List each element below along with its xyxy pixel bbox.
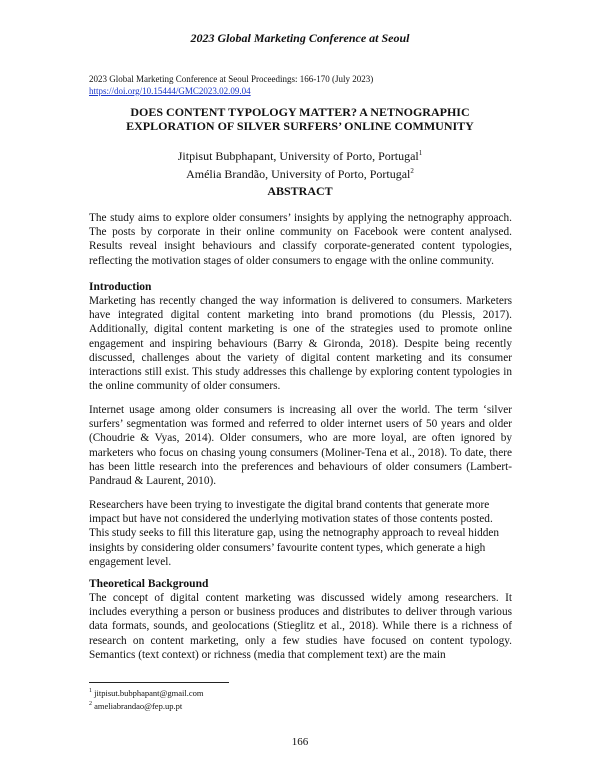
footnote-2-mark: 2 xyxy=(89,700,92,707)
author-2-mark: 2 xyxy=(410,167,414,175)
introduction-paragraph-2: Internet usage among older consumers is increasing all over the world. The term ‘silver surfers’ segmentation was formed and referred to older internet users of 50 years and older (Choudrie & Vyas, 2014). Older consumers, who are more loyal, are often ignored by marketers who focus on chasing young consumers (Moliner-Tena et al., 2018). To date, there has been little research into the preferences and behaviours of older consumers (Lambert-Pandraud & Laurent, 2010). xyxy=(89,404,512,488)
theoretical-paragraph-1: The concept of digital content marketing was discussed widely among researchers. It includes everything a person or business produces and distributes to deliver through various data formats, sounds, and geolocations (Stieglitz et al., 2018). While there is a richness of research on content marketing, only a few studies have focused on content typology. Semantics (text context) or richness (media that complement text) are the main xyxy=(89,592,512,661)
theoretical-heading: Theoretical Background xyxy=(89,578,209,590)
author-list xyxy=(0,146,600,182)
page-number: 166 xyxy=(291,736,309,748)
paper-title xyxy=(0,105,600,133)
abstract-text: The study aims to explore older consumers’ insights by applying the netnography approach. The posts by corporate in their online community on Facebook were content analysed. Results reveal insight behaviours and classify corporate-generated content typologies, reflecting the motivation stages of older consumers to engage with the online community. xyxy=(89,212,512,267)
introduction-heading: Introduction xyxy=(89,281,152,293)
title-line-2: EXPLORATION OF SILVER SURFERS’ ONLINE COMMUNITY xyxy=(126,119,474,133)
footnote-2 xyxy=(89,699,203,712)
author-1 xyxy=(0,146,600,164)
author-2-name: Amélia Brandão, University of Porto, Portugal xyxy=(186,167,411,181)
conference-header: 2023 Global Marketing Conference at Seoul xyxy=(190,31,410,45)
footnote-1 xyxy=(89,686,203,699)
introduction-paragraph-1: Marketing has recently changed the way information is delivered to consumers. Marketers have integrated digital content marketing into brand promotions (du Plessis, 2017). Additionally, digital content marketing is one of the strategies used to promote online engagement and inspiring behaviours (Barry & Gironda, 2018). Despite being recently discussed, challenges about the variety of digital content marketing and its consumer interactions still exist. This study addresses this challenge by exploring content typologies in the online community of older consumers. xyxy=(89,295,512,393)
footnote-rule xyxy=(89,682,229,683)
footnote-1-mark: 1 xyxy=(89,688,92,694)
footnotes xyxy=(89,686,203,712)
proceedings-line: 2023 Global Marketing Conference at Seoul Proceedings: 166-170 (July 2023) xyxy=(89,74,374,84)
footnote-1-text: jitpisut.bubphapant@gmail.com xyxy=(94,687,204,698)
footnote-2-text: ameliabrandao@fep.up.pt xyxy=(94,700,183,711)
introduction-paragraph-3: Researchers have been trying to investigate the digital brand contents that generate more impact but have not considered the underlying motivation states of those contents posted. This study seeks to fill this literature gap, using the netnography approach to reveal hidden insights by considering older consumers’ favourite content types, which generate a high engagement level. xyxy=(89,499,500,568)
title-line-1: DOES CONTENT TYPOLOGY MATTER? A NETNOGRAPHIC xyxy=(130,105,470,119)
doi-link[interactable]: https://doi.org/10.15444/GMC2023.02.09.04 xyxy=(89,86,251,96)
abstract-heading: ABSTRACT xyxy=(267,184,333,198)
citation-block xyxy=(89,73,373,97)
author-2 xyxy=(0,164,600,182)
author-1-name: Jitpisut Bubphapant, University of Porto, Portugal xyxy=(177,149,419,163)
author-1-mark: 1 xyxy=(418,149,423,157)
